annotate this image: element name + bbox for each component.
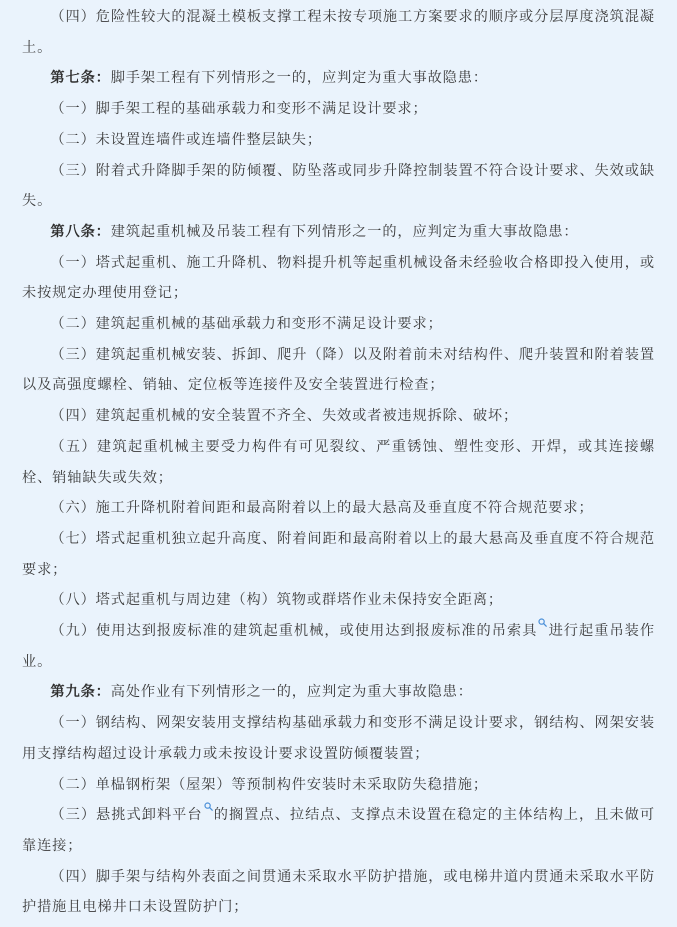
paragraph-text: （四）危险性较大的混凝土模板支撑工程未按专项施工方案要求的顺序或分层厚度浇筑混凝土。 <box>22 9 655 56</box>
article-8-item-9 <box>22 616 655 677</box>
paragraph-text: （五）建筑起重机械主要受力构件有可见裂纹、严重锈蚀、塑性变形、开焊，或其连接螺栓、销轴缺失或失效； <box>22 438 655 486</box>
paragraph-text: （六）施工升降机附着间距和最高附着以上的最大悬高及垂直度不符合规范要求； <box>50 500 594 517</box>
term-link-unloading-platform[interactable]: 卸料平台 <box>141 807 203 824</box>
paragraph-text-post: 进行起重吊装作业。 <box>22 623 655 670</box>
article-7-item-1 <box>22 94 655 125</box>
paragraph-text: （二）单榀钢桁架（屋架）等预制构件安装时未采取防失稳措施； <box>50 776 488 793</box>
article-8-item-2 <box>22 309 655 340</box>
paragraph-text: （一）塔式起重机、施工升降机、物料提升机等起重机械设备未经验收合格即投入使用，或未按规定办理使用登记； <box>22 254 655 302</box>
article-9-label: 第九条： <box>50 684 111 701</box>
paragraph-text: （七）塔式起重机独立起升高度、附着间距和最高附着以上的最大悬高及垂直度不符合规范要求； <box>22 530 655 578</box>
paragraph-text: （二）未设置连墙件或连墙件整层缺失； <box>50 131 322 148</box>
article-7-item-2 <box>22 125 655 156</box>
paragraph-text: （一）钢结构、网架安装用支撑结构基础承载力和变形不满足设计要求，钢结构、网架安装用支撑结构超过设计承载力或未按设计要求设置防倾覆装置； <box>22 715 655 762</box>
article-9-item-4 <box>22 862 655 923</box>
article-7-heading-paragraph <box>22 63 655 94</box>
article-9-heading-paragraph <box>22 677 655 708</box>
paragraph-text-post: 的搁置点、拉结点、支撑点未设置在稳定的主体结构上，且未做可靠连接； <box>22 807 655 854</box>
paragraph-text-pre: （九）使用达到报废标准的建筑起重机械，或使用达到报废标准的 <box>50 623 492 640</box>
article-8-item-4 <box>22 401 655 432</box>
search-icon[interactable] <box>538 618 547 627</box>
article-7-item-3 <box>22 156 655 217</box>
article-8-label: 第八条： <box>50 223 111 240</box>
article-9-text: 高处作业有下列情形之一的，应判定为重大事故隐患： <box>110 684 473 701</box>
article-8-item-8 <box>22 585 655 616</box>
document-body <box>0 2 677 927</box>
article-8-text: 建筑起重机械及吊装工程有下列情形之一的，应判定为重大事故隐患： <box>110 223 579 240</box>
paragraph-text: （三）附着式升降脚手架的防倾覆、防坠落或同步升降控制装置不符合设计要求、失效或缺失。 <box>22 162 655 210</box>
paragraph-text: （二）建筑起重机械的基础承载力和变形不满足设计要求； <box>50 316 443 333</box>
article-8-item-7 <box>22 524 655 585</box>
article-8-item-6 <box>22 493 655 524</box>
article-9-item-1 <box>22 708 655 769</box>
term-link-lifting-gear[interactable]: 吊索具 <box>491 623 538 640</box>
article-8-item-1 <box>22 248 655 309</box>
paragraph-text: （八）塔式起重机与周边建（构）筑物或群塔作业未保持安全距离； <box>50 592 504 609</box>
paragraph-text: （四）脚手架与结构外表面之间贯通未采取水平防护措施，或电梯井道内贯通未采取水平防护措施且电梯井口未设置防护门； <box>22 868 655 916</box>
article-9-item-2 <box>22 770 655 801</box>
paragraph-text: （一）脚手架工程的基础承载力和变形不满足设计要求； <box>50 101 428 118</box>
paragraph-text-pre: （三）悬挑式 <box>50 807 142 824</box>
paragraph-4-formwork <box>22 2 655 63</box>
paragraph-text: （四）建筑起重机械的安全装置不齐全、失效或者被违规拆除、破坏； <box>50 408 519 425</box>
article-8-item-3 <box>22 340 655 401</box>
article-9-item-3 <box>22 800 655 861</box>
article-8-item-5 <box>22 432 655 493</box>
article-7-text: 脚手架工程有下列情形之一的，应判定为重大事故隐患： <box>110 70 488 87</box>
article-8-heading-paragraph <box>22 217 655 248</box>
article-7-label: 第七条： <box>50 70 111 87</box>
search-icon[interactable] <box>204 802 213 811</box>
paragraph-text: （三）建筑起重机械安装、拆卸、爬升（降）以及附着前未对结构件、爬升装置和附着装置以及高强度螺栓、销轴、定位板等连接件及安全装置进行检查； <box>22 346 655 394</box>
